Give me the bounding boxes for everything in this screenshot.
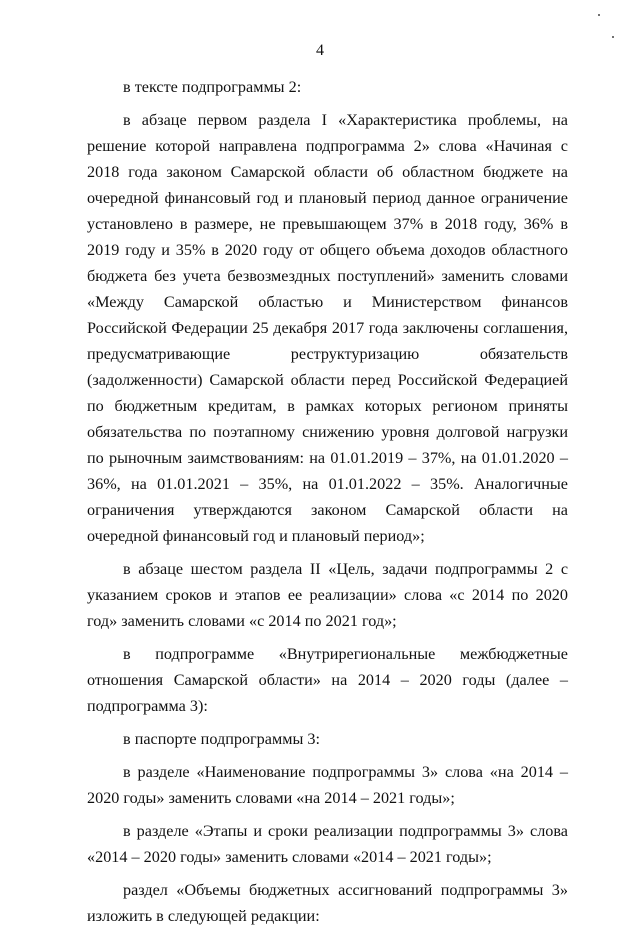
scan-speck xyxy=(612,36,614,38)
page-number: 4 xyxy=(316,42,324,59)
paragraph-stages-section-amendment: в разделе «Этапы и сроки реализации подпрограммы 3» слова «2014 – 2020 годы» заменить словами «2014 – 2021 годы»; xyxy=(87,822,568,866)
paragraph-passport-subprogram3: в паспорте подпрограммы 3: xyxy=(123,730,320,748)
paragraph-subprogram3-intro: в подпрограмме «Внутрирегиональные межбюджетные отношения Самарской области» на 2014 – 2020 годы (далее – подпрограмма 3): xyxy=(87,645,568,715)
paragraph-budget-section-amendment: раздел «Объемы бюджетных ассигнований подпрограммы 3» изложить в следующей редакции: xyxy=(87,881,568,925)
paragraph-section1-amendment: в абзаце первом раздела I «Характеристика проблемы, на решение которой направлена подпрограмма 2» слова «Начиная с 2018 года законом Самарской области об областном бюджете на очередной финансовый год и плановый период данное ограничение установлено в размере, не превышающем 37% в 2018 году, 36% в 2019 году и 35% в 2020 году от общего объема доходов областного бюджета без учета безвозмездных поступлений» заменить словами «Между Самарской областью и Министерством финансов Российской Федерации 25 декабря 2017 года заключены соглашения, предусматривающие реструктуризацию обязательств (задолженности) Самарской области перед Российской Федерацией по бюджетным кредитам, в рамках которых регионом приняты обязательства по поэтапному снижению уровня долговой нагрузки по рыночным заимствованиям: на 01.01.2019 – 37%, на 01.01.2020 – 36%, на 01.01.2021 – 35%, на 01.01.2022 – 35%. Аналогичные ограничения утверждаются законом Самарской области на очередной финансовый год и плановый период»; xyxy=(87,111,568,545)
paragraph-subprogram2-intro: в тексте подпрограммы 2: xyxy=(123,78,302,96)
paragraph-name-section-amendment: в разделе «Наименование подпрограммы 3» слова «на 2014 – 2020 годы» заменить словами «на 2014 – 2021 годы»; xyxy=(87,763,568,807)
scan-speck xyxy=(598,14,600,16)
paragraph-section2-amendment: в абзаце шестом раздела II «Цель, задачи подпрограммы 2 с указанием сроков и этапов ее реализации» слова «с 2014 по 2020 год» заменить словами «с 2014 по 2021 год»; xyxy=(87,560,568,630)
document-body xyxy=(87,74,568,936)
